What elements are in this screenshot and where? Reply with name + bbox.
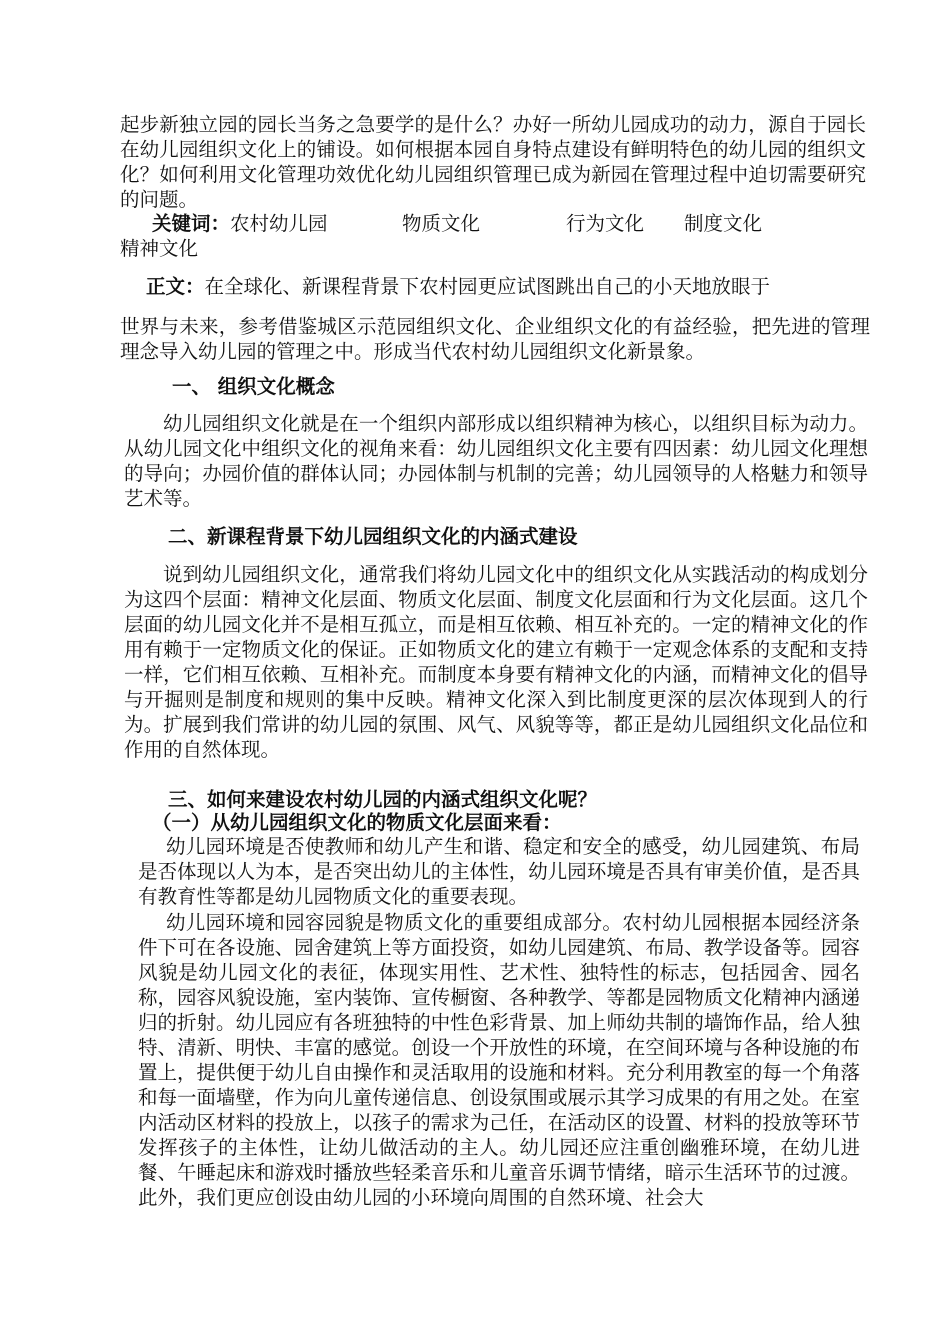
main-text-paragraph: 世界与未来，参考借鉴城区示范园组织文化、企业组织文化的有益经验，把先进的管理理念导入幼儿园的管理之中。形成当代农村幼儿园组织文化新景象。 — [120, 315, 870, 363]
main-text-first-line — [146, 274, 770, 299]
subsection-heading: （一）从幼儿园组织文化的物质文化层面来看： — [152, 811, 562, 834]
section-paragraph: 说到幼儿园组织文化，通常我们将幼儿园文化中的组织文化从实践活动的构成划分为这四个层面：精神文化层面、物质文化层面、制度文化层面和行为文化层面。这几个层面的幼儿园文化并不是相互孤立，而是相互依赖、相互补充的。一定的精神文化的作用有赖于一定物质文化的保证。正如物质文化的建立有赖于一定观念体系的支配和支持一样，它们相互依赖、互相补充。而制度本身要有精神文化的内涵，而精神文化的倡导与开掘则是制度和规则的集中反映。精神文化深入到比制度更深的层次体现到人的行为。扩展到我们常讲的幼儿园的氛围、风气、风貌等等，都正是幼儿园组织文化品位和作用的自然体现。 — [124, 563, 868, 761]
main-text-line1: 在全球化、新课程背景下农村园更应试图跳出自己的小天地放眼于 — [204, 275, 771, 298]
section-paragraph: 幼儿园环境是否使教师和幼儿产生和谐、稳定和安全的感受，幼儿园建筑、布局是否体现以人为本，是否突出幼儿的主体性，幼儿园环境是否具有审美价值，是否具有教育性等都是幼儿园物质文化的重要表现。 — [138, 835, 860, 908]
keyword-item: 精神文化 — [120, 237, 199, 260]
section-paragraph: 幼儿园环境和园容园貌是物质文化的重要组成部分。农村幼儿园根据本园经济条件下可在各设施、园舍建筑上等方面投资，如幼儿园建筑、布局、教学设备等。园容风貌是幼儿园文化的表征，体现实用性、艺术性、独特性的标志，包括园舍、园名称，园容风貌设施，室内装饰、宣传橱窗、各种教学、等都是园物质文化精神内涵递归的折射。幼儿园应有各班独特的中性色彩背景、加上师幼共制的墙饰作品，给人独特、清新、明快、丰富的感觉。创设一个开放性的环境，在空间环境与各种设施的布置上，提供便于幼儿自由操作和灵活取用的设施和材料。充分利用教室的每一个角落和每一面墙壁，作为向儿童传递信息、创设氛围或展示其学习成果的有用之处。在室内活动区材料的投放上，以孩子的需求为己任，在活动区的设置、材料的投放等环节发挥孩子的主体性，让幼儿做活动的主人。幼儿园还应注重创幽雅环境，在幼儿进餐、午睡起床和游戏时播放些轻柔音乐和儿童音乐调节情绪，暗示生活环节的过渡。此外，我们更应创设由幼儿园的小环境向周围的自然环境、社会大 — [138, 911, 860, 1209]
keywords-label: 关键词： — [152, 212, 231, 235]
intro-paragraph: 起步新独立园的园长当务之急要学的是什么？办好一所幼儿园成功的动力，源自于园长在幼儿园组织文化上的铺设。如何根据本园自身特点建设有鲜明特色的幼儿园的组织文化？如何利用文化管理功效优化幼儿园组织管理已成为新园在管理过程中迫切需要研究的问题。 — [120, 113, 866, 211]
section-heading: 三、如何来建设农村幼儿园的内涵式组织文化呢？ — [168, 788, 598, 811]
section-heading: 一、 组织文化概念 — [172, 375, 335, 398]
main-text-label: 正文： — [146, 275, 205, 298]
keyword-item: 物质文化 — [402, 212, 481, 235]
keywords-line — [152, 211, 762, 236]
keyword-item: 行为文化 — [566, 212, 645, 235]
section-heading: 二、新课程背景下幼儿园组织文化的内涵式建设 — [168, 525, 578, 548]
keyword-item: 农村幼儿园 — [230, 212, 328, 235]
keyword-item: 制度文化 — [684, 212, 763, 235]
section-paragraph: 幼儿园组织文化就是在一个组织内部形成以组织精神为核心，以组织目标为动力。从幼儿园文化中组织文化的视角来看：幼儿园组织文化主要有四因素：幼儿园文化理想的导向；办园价值的群体认同；办园体制与机制的完善；幼儿园领导的人格魅力和领导艺术等。 — [124, 412, 868, 510]
